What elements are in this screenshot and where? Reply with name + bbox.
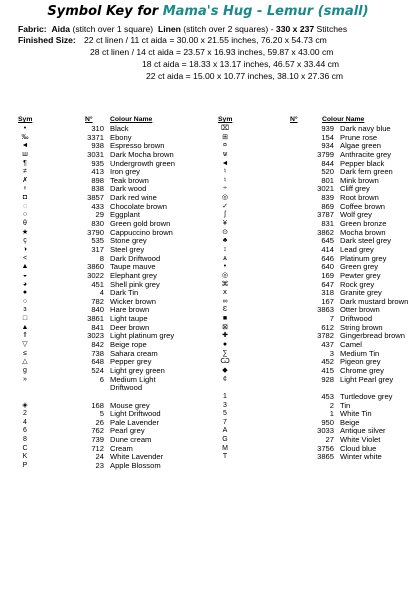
dmc-number: 415 — [321, 365, 334, 375]
symbol-glyph: 6 — [23, 427, 27, 435]
colour-name: Espresso brown — [110, 141, 165, 151]
dmc-number: 938 — [91, 141, 104, 151]
symbol-glyph: ¢ — [223, 375, 227, 383]
symbol-glyph: ♮ — [223, 168, 227, 176]
dmc-number: 838 — [91, 184, 104, 194]
symbol-glyph: 3 — [223, 401, 227, 409]
symbol-glyph: ⇑ — [22, 332, 28, 340]
colour-name: White Tin — [340, 409, 372, 419]
dmc-number: 453 — [321, 391, 334, 401]
colour-name: Prune rose — [340, 132, 378, 142]
symbol-glyph: ∑ — [222, 349, 228, 357]
colour-name: Elephant grey — [110, 270, 157, 280]
right-sym-header: Sym — [218, 116, 233, 123]
dmc-number: 154 — [321, 132, 334, 142]
dmc-number: 712 — [91, 443, 104, 453]
colour-row — [218, 402, 413, 411]
colour-name: Ebony — [110, 132, 132, 142]
colour-row — [218, 306, 413, 315]
dmc-number: 842 — [91, 340, 104, 350]
symbol-glyph: M — [222, 444, 228, 452]
colour-name: Dark navy blue — [340, 124, 391, 133]
symbol-glyph: ɜ — [23, 306, 27, 314]
colour-row — [218, 332, 413, 341]
symbol-glyph: P — [22, 462, 28, 469]
dmc-number: 3862 — [317, 227, 334, 237]
symbol-glyph: θ — [23, 220, 27, 228]
dmc-number: 645 — [321, 236, 334, 246]
dmc-number: 3031 — [87, 149, 104, 159]
colour-row — [218, 298, 413, 307]
colour-name: Dark Tin — [110, 288, 139, 298]
dmc-number: 433 — [91, 201, 104, 211]
colour-name: Camel — [340, 340, 362, 350]
dmc-number: 934 — [321, 141, 334, 151]
colour-row — [218, 453, 413, 462]
colour-name: Dark Mocha brown — [110, 149, 174, 159]
colour-name: Pale Lavender — [110, 417, 159, 427]
colour-row — [218, 445, 413, 454]
colour-name: Wolf grey — [340, 210, 372, 220]
symbol-glyph: ¤ — [223, 142, 227, 150]
dmc-number: 3787 — [317, 210, 334, 220]
colour-name: Shell pink grey — [110, 279, 160, 289]
dmc-number: 3861 — [87, 314, 104, 324]
colour-name: Green gold brown — [110, 219, 171, 229]
symbol-glyph: ✓ — [222, 202, 228, 210]
finished-size-label-wrap — [18, 35, 76, 45]
symbol-glyph: ↕ — [223, 245, 227, 253]
dmc-number: 3863 — [317, 305, 334, 315]
colour-name: Apple Blossom — [110, 461, 161, 470]
colour-name: Dark Driftwood — [110, 253, 161, 263]
title-prefix: Symbol Key for — [47, 4, 163, 19]
dmc-number: 318 — [321, 288, 334, 298]
colour-row — [218, 341, 413, 350]
symbol-glyph: ◄ — [221, 159, 229, 167]
dmc-number: 3371 — [87, 132, 104, 142]
dmc-number: 762 — [91, 426, 104, 436]
symbol-glyph: ◑ — [22, 245, 28, 253]
colour-name: Medium Tin — [340, 348, 380, 358]
symbol-glyph: ∞ — [222, 297, 228, 305]
colour-name: Root brown — [340, 193, 379, 203]
dmc-number: 840 — [91, 305, 104, 315]
dmc-number: 739 — [91, 435, 104, 445]
symbol-glyph: < — [22, 254, 28, 262]
colour-row — [218, 436, 413, 445]
colour-name: Cream — [110, 443, 133, 453]
finished-size-label: Finished Size: — [18, 35, 76, 45]
colour-row — [218, 350, 413, 359]
symbol-glyph: ✚ — [222, 332, 228, 340]
colour-name: Cappuccino brown — [110, 227, 173, 237]
symbol-glyph: ‰ — [21, 133, 29, 141]
size-28ct-linen: 28 ct linen / 14 ct aida = 23.57 x 16.93 inches, 59.87 x 43.00 cm — [90, 47, 334, 57]
dmc-number: 27 — [325, 435, 334, 445]
fabric-aida: Aida — [51, 24, 71, 34]
symbol-glyph: 2 — [23, 410, 27, 418]
symbol-glyph: ≤ — [23, 349, 27, 357]
symbol-glyph: ÷ — [223, 185, 227, 193]
size-22ct-aida: 22 ct aida = 15.00 x 10.77 inches, 38.10 x 27.36 cm — [146, 71, 344, 81]
symbol-glyph: ♮ — [223, 176, 227, 184]
dmc-number: 3756 — [317, 443, 334, 453]
size-22ct-linen: 22 ct linen / 11 ct aida = 30.00 x 21.55 inches, 76.20 x 54.73 cm — [84, 35, 327, 45]
colour-row — [218, 237, 413, 246]
symbol-glyph: ◘ — [22, 194, 28, 202]
colour-name: Lead grey — [340, 244, 374, 254]
colour-name: Wicker brown — [110, 296, 156, 306]
colour-row — [218, 376, 413, 385]
colour-name: Anthracite grey — [340, 149, 392, 159]
dmc-number: 3857 — [87, 193, 104, 203]
symbol-glyph: ✗ — [22, 176, 28, 184]
colour-name: Sahara cream — [110, 348, 158, 358]
symbol-glyph: ○ — [22, 211, 28, 219]
left-name-header: Colour Name — [110, 116, 153, 123]
colour-name: Chrome grey — [340, 365, 384, 375]
colour-row — [218, 125, 413, 134]
symbol-glyph: • — [223, 263, 227, 271]
colour-name: Pepper grey — [110, 357, 152, 367]
colour-name: Mocha brown — [340, 227, 386, 237]
symbol-glyph: ш — [22, 150, 28, 158]
right-num-header: N° — [290, 116, 298, 123]
dmc-number: 3782 — [317, 331, 334, 341]
symbol-glyph: K — [22, 453, 28, 461]
colour-name: Light grey green — [110, 365, 165, 375]
dmc-number: 3021 — [317, 184, 334, 194]
colour-name: Green grey — [340, 262, 378, 272]
dmc-number: 437 — [321, 340, 334, 350]
dmc-number: 844 — [321, 158, 334, 168]
symbol-glyph: ○ — [22, 297, 28, 305]
dmc-number: 3790 — [87, 227, 104, 237]
colour-name: Medium Light Driftwood — [110, 374, 156, 393]
dmc-number: 3033 — [317, 426, 334, 436]
dmc-number: 4 — [99, 288, 104, 298]
dmc-number: 939 — [321, 124, 334, 133]
symbol-glyph: 7 — [223, 418, 227, 426]
dmc-number: 830 — [91, 219, 104, 229]
symbol-glyph: Ѡ — [220, 358, 230, 366]
colour-name: Dark red wine — [110, 193, 157, 203]
colour-name: Gingerbread brown — [340, 331, 406, 341]
colour-name: Dark mustard brown — [340, 296, 409, 306]
colour-name: String brown — [340, 322, 383, 332]
symbol-glyph: ▲ — [21, 323, 29, 331]
dmc-number: 524 — [91, 365, 104, 375]
symbol-glyph: 8 — [23, 436, 27, 444]
colour-name: Dark wood — [110, 184, 147, 194]
dmc-number: 612 — [321, 322, 334, 332]
dmc-number: 3022 — [87, 270, 104, 280]
symbol-glyph: ● — [22, 289, 28, 297]
colour-name: White Lavender — [110, 452, 164, 462]
symbol-glyph: ▲ — [21, 263, 29, 271]
colour-name: Pewter grey — [340, 270, 381, 280]
dmc-number: 950 — [321, 417, 334, 427]
colour-name: Pepper black — [340, 158, 385, 168]
symbol-glyph: A — [222, 427, 228, 435]
dmc-number: 640 — [321, 262, 334, 272]
colour-name: Undergrowth green — [110, 158, 176, 168]
title-pattern-name: Mama's Hug - Lemur (small) — [162, 4, 369, 19]
colour-name: Platinum grey — [340, 253, 387, 263]
stitch-count: 330 x 237 — [275, 24, 315, 34]
stitch-label: Stitches — [316, 24, 348, 34]
dmc-number: 535 — [91, 236, 104, 246]
colour-row — [218, 272, 413, 281]
colour-row — [218, 255, 413, 264]
fabric-linen-note: (stitch over 2 squares) - — [183, 24, 274, 34]
dmc-number: 782 — [91, 296, 104, 306]
symbol-glyph: ◆ — [222, 366, 228, 374]
colour-name: Deer brown — [110, 322, 150, 332]
colour-name: Cloud blue — [340, 443, 377, 453]
dmc-number: 317 — [91, 244, 104, 254]
dmc-number: 413 — [91, 167, 104, 177]
colour-name: Beige rope — [110, 340, 147, 350]
colour-name: Pigeon grey — [340, 357, 381, 367]
fabric-line — [18, 24, 347, 34]
colour-name: Cliff grey — [340, 184, 370, 194]
dmc-number: 647 — [321, 279, 334, 289]
dmc-number: 3865 — [317, 452, 334, 462]
left-sym-header: Sym — [18, 116, 33, 123]
symbol-glyph: ◕ — [22, 280, 28, 288]
colour-name: Chocolate brown — [110, 201, 167, 211]
left-num-header: N° — [85, 116, 93, 123]
dmc-number: 29 — [95, 210, 104, 220]
colour-name: Otter brown — [340, 305, 380, 315]
colour-name: Driftwood — [340, 314, 373, 324]
symbol-glyph: T — [222, 453, 228, 461]
colour-name: Mouse grey — [110, 400, 150, 410]
dmc-number: 1 — [329, 409, 334, 419]
colour-name: Dark steel grey — [340, 236, 392, 246]
dmc-number: 26 — [95, 417, 104, 427]
colour-name: Taupe mauve — [110, 262, 156, 272]
dmc-number: 24 — [95, 452, 104, 462]
symbol-glyph: ◎ — [221, 194, 229, 202]
symbol-glyph: ѧ — [223, 254, 227, 262]
dmc-number: 452 — [321, 357, 334, 367]
symbol-glyph: ◌ — [22, 202, 28, 210]
colour-name: Algae green — [340, 141, 381, 151]
colour-name: Teak brown — [110, 175, 149, 185]
dmc-number: 5 — [99, 409, 104, 419]
dmc-number: 839 — [321, 193, 334, 203]
colour-row — [218, 315, 413, 324]
symbol-glyph: ¶ — [23, 159, 27, 167]
dmc-number: 169 — [321, 270, 334, 280]
dmc-number: 2 — [329, 400, 334, 410]
dmc-number: 831 — [321, 219, 334, 229]
colour-row — [18, 462, 208, 471]
dmc-number: 310 — [91, 124, 104, 133]
symbol-glyph: ⌧ — [220, 125, 230, 132]
right-name-header: Colour Name — [322, 116, 365, 123]
colour-name: Rock grey — [340, 279, 375, 289]
symbol-glyph: ⌘ — [221, 280, 229, 288]
symbol-glyph: 5 — [223, 410, 227, 418]
symbol-glyph: ♣ — [222, 237, 228, 245]
colour-name: Beige — [340, 417, 360, 427]
colour-row — [218, 134, 413, 143]
dmc-number: 801 — [321, 175, 334, 185]
colour-row — [218, 177, 413, 186]
colour-name: Light Pearl grey — [340, 374, 394, 384]
fabric-aida-note: (stitch over 1 square) — [72, 24, 154, 34]
symbol-glyph: • — [23, 125, 27, 132]
symbol-glyph: ♀ — [22, 185, 28, 193]
colour-row — [218, 393, 413, 402]
symbol-glyph: ⅹ — [222, 289, 228, 297]
size-18ct-aida: 18 ct aida = 18.33 x 13.17 inches, 46.57 x 33.44 cm — [142, 59, 340, 69]
symbol-glyph: C — [22, 444, 28, 452]
dmc-number: 3799 — [317, 149, 334, 159]
fabric-label: Fabric: — [18, 24, 47, 34]
symbol-glyph: ¥ — [223, 220, 227, 228]
symbol-glyph: ç — [23, 237, 27, 245]
dmc-number: 738 — [91, 348, 104, 358]
colour-name: Iron grey — [110, 167, 140, 177]
colour-name: Light taupe — [110, 314, 148, 324]
symbol-glyph: Ɛ — [222, 306, 228, 314]
colour-name: Black — [110, 124, 129, 133]
symbol-glyph: ◒ — [22, 271, 28, 279]
fabric-linen: Linen — [157, 24, 181, 34]
dmc-number: 646 — [321, 253, 334, 263]
dmc-number: 898 — [91, 175, 104, 185]
colour-name: Turtledove grey — [340, 391, 393, 401]
symbol-glyph: 1 — [223, 392, 227, 400]
symbol-glyph: ■ — [222, 315, 228, 323]
colour-row — [218, 427, 413, 436]
symbol-glyph: ѡ — [222, 150, 228, 158]
dmc-number: 935 — [91, 158, 104, 168]
colour-name: Antique silver — [340, 426, 386, 436]
dmc-number: 3 — [329, 348, 334, 358]
dmc-number: 869 — [321, 201, 334, 211]
colour-row — [18, 376, 208, 393]
symbol-glyph: ⊠ — [222, 323, 228, 331]
symbol-glyph: ★ — [21, 228, 29, 236]
symbol-glyph: 4 — [23, 418, 27, 426]
colour-name: Tin — [340, 400, 351, 410]
dmc-number: 3860 — [87, 262, 104, 272]
colour-row — [218, 410, 413, 419]
colour-name: Light platinum grey — [110, 331, 175, 341]
symbol-glyph: ◎ — [221, 271, 229, 279]
symbol-glyph: G — [222, 436, 228, 444]
colour-name: Pearl grey — [110, 426, 145, 436]
symbol-glyph: ◄ — [21, 142, 29, 150]
symbol-glyph: ≠ — [23, 168, 27, 176]
dmc-number: 841 — [91, 322, 104, 332]
left-colour-list — [18, 125, 208, 471]
dmc-number: 167 — [321, 296, 334, 306]
symbol-glyph: ʃ — [224, 211, 226, 219]
colour-row — [218, 281, 413, 290]
colour-row — [218, 263, 413, 272]
dmc-number: 3023 — [87, 331, 104, 341]
dmc-number: 8 — [99, 253, 104, 263]
dmc-number: 414 — [321, 244, 334, 254]
dmc-number: 7 — [329, 314, 334, 324]
dmc-number: 520 — [321, 167, 334, 177]
colour-name: Dune cream — [110, 435, 152, 445]
colour-name: White Violet — [340, 435, 381, 445]
colour-name: Winter white — [340, 452, 382, 462]
symbol-glyph: ◈ — [22, 401, 28, 409]
symbol-glyph: ⊞ — [222, 133, 228, 141]
colour-row — [218, 168, 413, 177]
symbol-glyph: g — [23, 366, 27, 374]
colour-row — [218, 185, 413, 194]
symbol-glyph: □ — [22, 315, 28, 323]
dmc-number: 168 — [91, 400, 104, 410]
dmc-number: 23 — [95, 461, 104, 470]
right-colour-list — [218, 125, 413, 462]
colour-name: Dark fern green — [340, 167, 393, 177]
dmc-number: 6 — [99, 374, 104, 384]
symbol-glyph: ▽ — [22, 341, 28, 349]
colour-name: Coffee brown — [340, 201, 386, 211]
colour-name: Hare brown — [110, 305, 150, 315]
page-title — [0, 4, 416, 19]
symbol-glyph: » — [23, 375, 27, 383]
colour-name: Granite grey — [340, 288, 382, 298]
colour-name: Light Driftwood — [110, 409, 161, 419]
dmc-number: 928 — [321, 374, 334, 384]
colour-name: Eggplant — [110, 210, 140, 220]
colour-name: Green bronze — [340, 219, 387, 229]
dmc-number: 451 — [91, 279, 104, 289]
colour-row — [218, 203, 413, 212]
symbol-glyph: △ — [22, 358, 28, 366]
symbol-glyph: ⊙ — [222, 228, 228, 236]
colour-name: Mink brown — [340, 175, 379, 185]
colour-name: Steel grey — [110, 244, 145, 254]
symbol-glyph: ● — [222, 341, 228, 349]
dmc-number: 648 — [91, 357, 104, 367]
colour-name: Stone grey — [110, 236, 147, 246]
